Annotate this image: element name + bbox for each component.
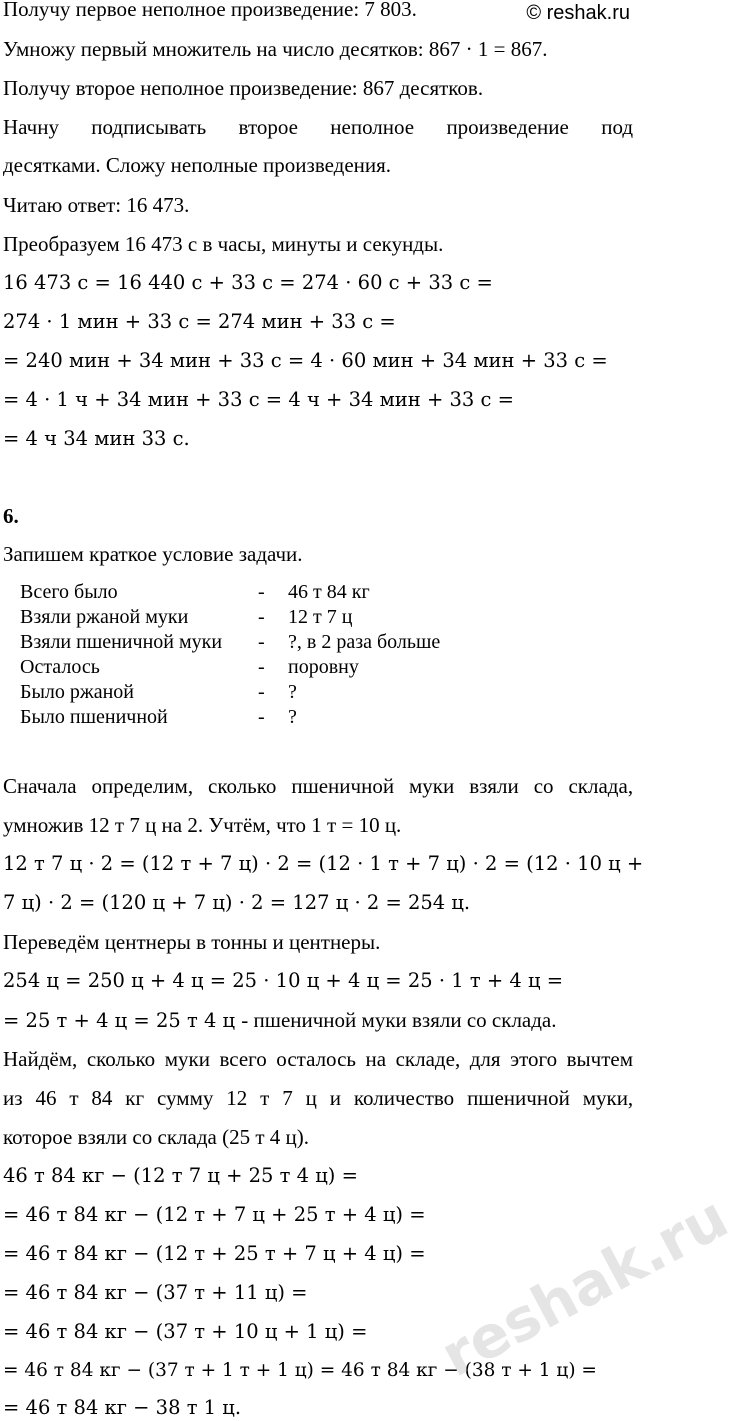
word: сколько (208, 774, 277, 798)
word: взяли (469, 774, 519, 798)
word: кг (125, 1086, 145, 1110)
word: ц (305, 1086, 317, 1110)
watermark: © reshak.ru (526, 2, 630, 24)
condition-value: ? (288, 681, 297, 703)
word: муки (409, 774, 455, 798)
word: 46 (35, 1086, 57, 1110)
word: вычтем (566, 1047, 634, 1071)
table-row (16, 655, 444, 680)
word: подписывать (91, 115, 207, 139)
math-line: 7 ц) · 2 = (120 ц + 7 ц) · 2 = 127 ц · 2 = 254 ц. (3, 891, 471, 914)
math-expression: = 25 т + 4 ц = 25 т 4 ц (3, 1009, 242, 1032)
math-line: = 46 т 84 кг − (37 т + 10 ц + 1 ц) = (3, 1320, 368, 1343)
text-line: Запишем краткое условие задачи. (3, 542, 303, 566)
condition-dash: - (258, 681, 265, 703)
math-line: 46 т 84 кг − (12 т 7 ц + 25 т 4 ц) = (3, 1164, 358, 1187)
table-row (16, 680, 444, 705)
math-line: = 46 т 84 кг − (37 т + 1 т + 1 ц) = 46 т 84 кг − (38 т + 1 ц) = (3, 1360, 597, 1381)
condition-label: Всего было (20, 581, 118, 603)
math-line: = 4 · 1 ч + 34 мин + 33 с = 4 ч + 34 мин + 33 с = (3, 388, 514, 411)
text-line: которое взяли со склада (25 т 4 ц). (3, 1125, 309, 1149)
text-line: Получу второе неполное произведение: 867 десятков. (3, 76, 484, 100)
word: на (365, 1047, 387, 1071)
text-fragment: - пшеничной муки взяли со склада. (241, 1008, 557, 1032)
condition-label: Было ржаной (20, 681, 135, 703)
math-line: = 46 т 84 кг − (37 т + 11 ц) = (3, 1281, 308, 1304)
word: пшеничной (467, 1086, 570, 1110)
condition-value: поровну (288, 656, 359, 678)
word: неполное (330, 115, 415, 139)
math-line: 254 ц = 250 ц + 4 ц = 25 · 10 ц + 4 ц = 25 · 1 т + 4 ц = (3, 969, 564, 992)
word: т (260, 1086, 270, 1110)
word: количество (353, 1086, 455, 1110)
word: муки (164, 1047, 210, 1071)
text-line: Получу первое неполное произведение: 7 803. (3, 0, 417, 21)
word: сумму (157, 1086, 214, 1110)
condition-table (16, 580, 444, 730)
word: Начну (3, 115, 59, 139)
justified-line (3, 114, 633, 140)
condition-value: ?, в 2 раза больше (288, 631, 441, 653)
math-line: 274 · 1 мин + 33 с = 274 мин + 33 с = (3, 310, 396, 333)
word: пшеничной (291, 774, 395, 798)
word: осталось (276, 1047, 356, 1071)
watermark-big: reshak.ru (430, 1182, 739, 1391)
text-line: Умножу первый множитель на число десятков: 867 · 1 = 867. (3, 37, 548, 61)
word: склада, (568, 774, 634, 798)
condition-label: Взяли пшеничной муки (20, 631, 223, 653)
word: под (601, 115, 634, 139)
word: Найдём, (3, 1047, 78, 1071)
math-line: = 46 т 84 кг − 38 т 1 ц. (3, 1396, 242, 1419)
text-line: десятками. Сложу неполные произведения. (3, 153, 392, 177)
word: складе, (395, 1047, 461, 1071)
condition-dash: - (258, 581, 265, 603)
text-line: Переведём центнеры в тонны и центнеры. (3, 930, 381, 954)
justified-line (3, 1046, 633, 1072)
condition-value: ? (288, 706, 297, 728)
word: сколько (86, 1047, 156, 1071)
text-line: Читаю ответ: 16 473. (3, 193, 190, 217)
condition-label: Взяли ржаной муки (20, 606, 189, 628)
word: Сначала (3, 774, 77, 798)
word: 12 (226, 1086, 248, 1110)
condition-value: 12 т 7 ц (288, 606, 353, 628)
condition-dash: - (258, 656, 265, 678)
table-row (16, 580, 444, 605)
justified-line (3, 773, 633, 799)
word: второе (238, 115, 298, 139)
word: произведение (446, 115, 569, 139)
word: 7 (282, 1086, 293, 1110)
word: этого (510, 1047, 558, 1071)
text-line: умножив 12 т 7 ц на 2. Учтём, что 1 т = 10 ц. (3, 813, 402, 837)
condition-dash: - (258, 706, 265, 728)
word: всего (219, 1047, 267, 1071)
text-line: Преобразуем 16 473 с в часы, минуты и секунды. (3, 232, 444, 256)
math-line: 12 т 7 ц · 2 = (12 т + 7 ц) · 2 = (12 · 1 т + 7 ц) · 2 = (12 · 10 ц + (3, 852, 644, 875)
justified-line (3, 1085, 633, 1111)
condition-value: 46 т 84 кг (288, 581, 370, 603)
math-line: = 4 ч 34 мин 33 с. (3, 427, 190, 450)
table-row (16, 705, 444, 730)
table-row (16, 630, 444, 655)
word: для (469, 1047, 501, 1071)
word: 84 (91, 1086, 113, 1110)
condition-dash: - (258, 631, 265, 653)
word: определим, (91, 774, 194, 798)
word: со (533, 774, 554, 798)
text-line (3, 1007, 557, 1034)
word: т (69, 1086, 79, 1110)
table-row (16, 605, 444, 630)
condition-dash: - (258, 606, 265, 628)
condition-label: Было пшеничной (20, 706, 168, 728)
math-line: 16 473 с = 16 440 с + 33 с = 274 · 60 с + 33 с = (3, 271, 493, 294)
word: муки, (582, 1086, 634, 1110)
word: и (329, 1086, 342, 1110)
task-number: 6. (3, 504, 19, 528)
condition-label: Осталось (20, 656, 100, 678)
math-line: = 240 мин + 34 мин + 33 с = 4 · 60 мин + 34 мин + 33 с = (3, 349, 608, 372)
math-line: = 46 т 84 кг − (12 т + 25 т + 7 ц + 4 ц) = (3, 1242, 426, 1265)
math-line: = 46 т 84 кг − (12 т + 7 ц + 25 т + 4 ц) = (3, 1203, 426, 1226)
word: из (3, 1086, 23, 1110)
